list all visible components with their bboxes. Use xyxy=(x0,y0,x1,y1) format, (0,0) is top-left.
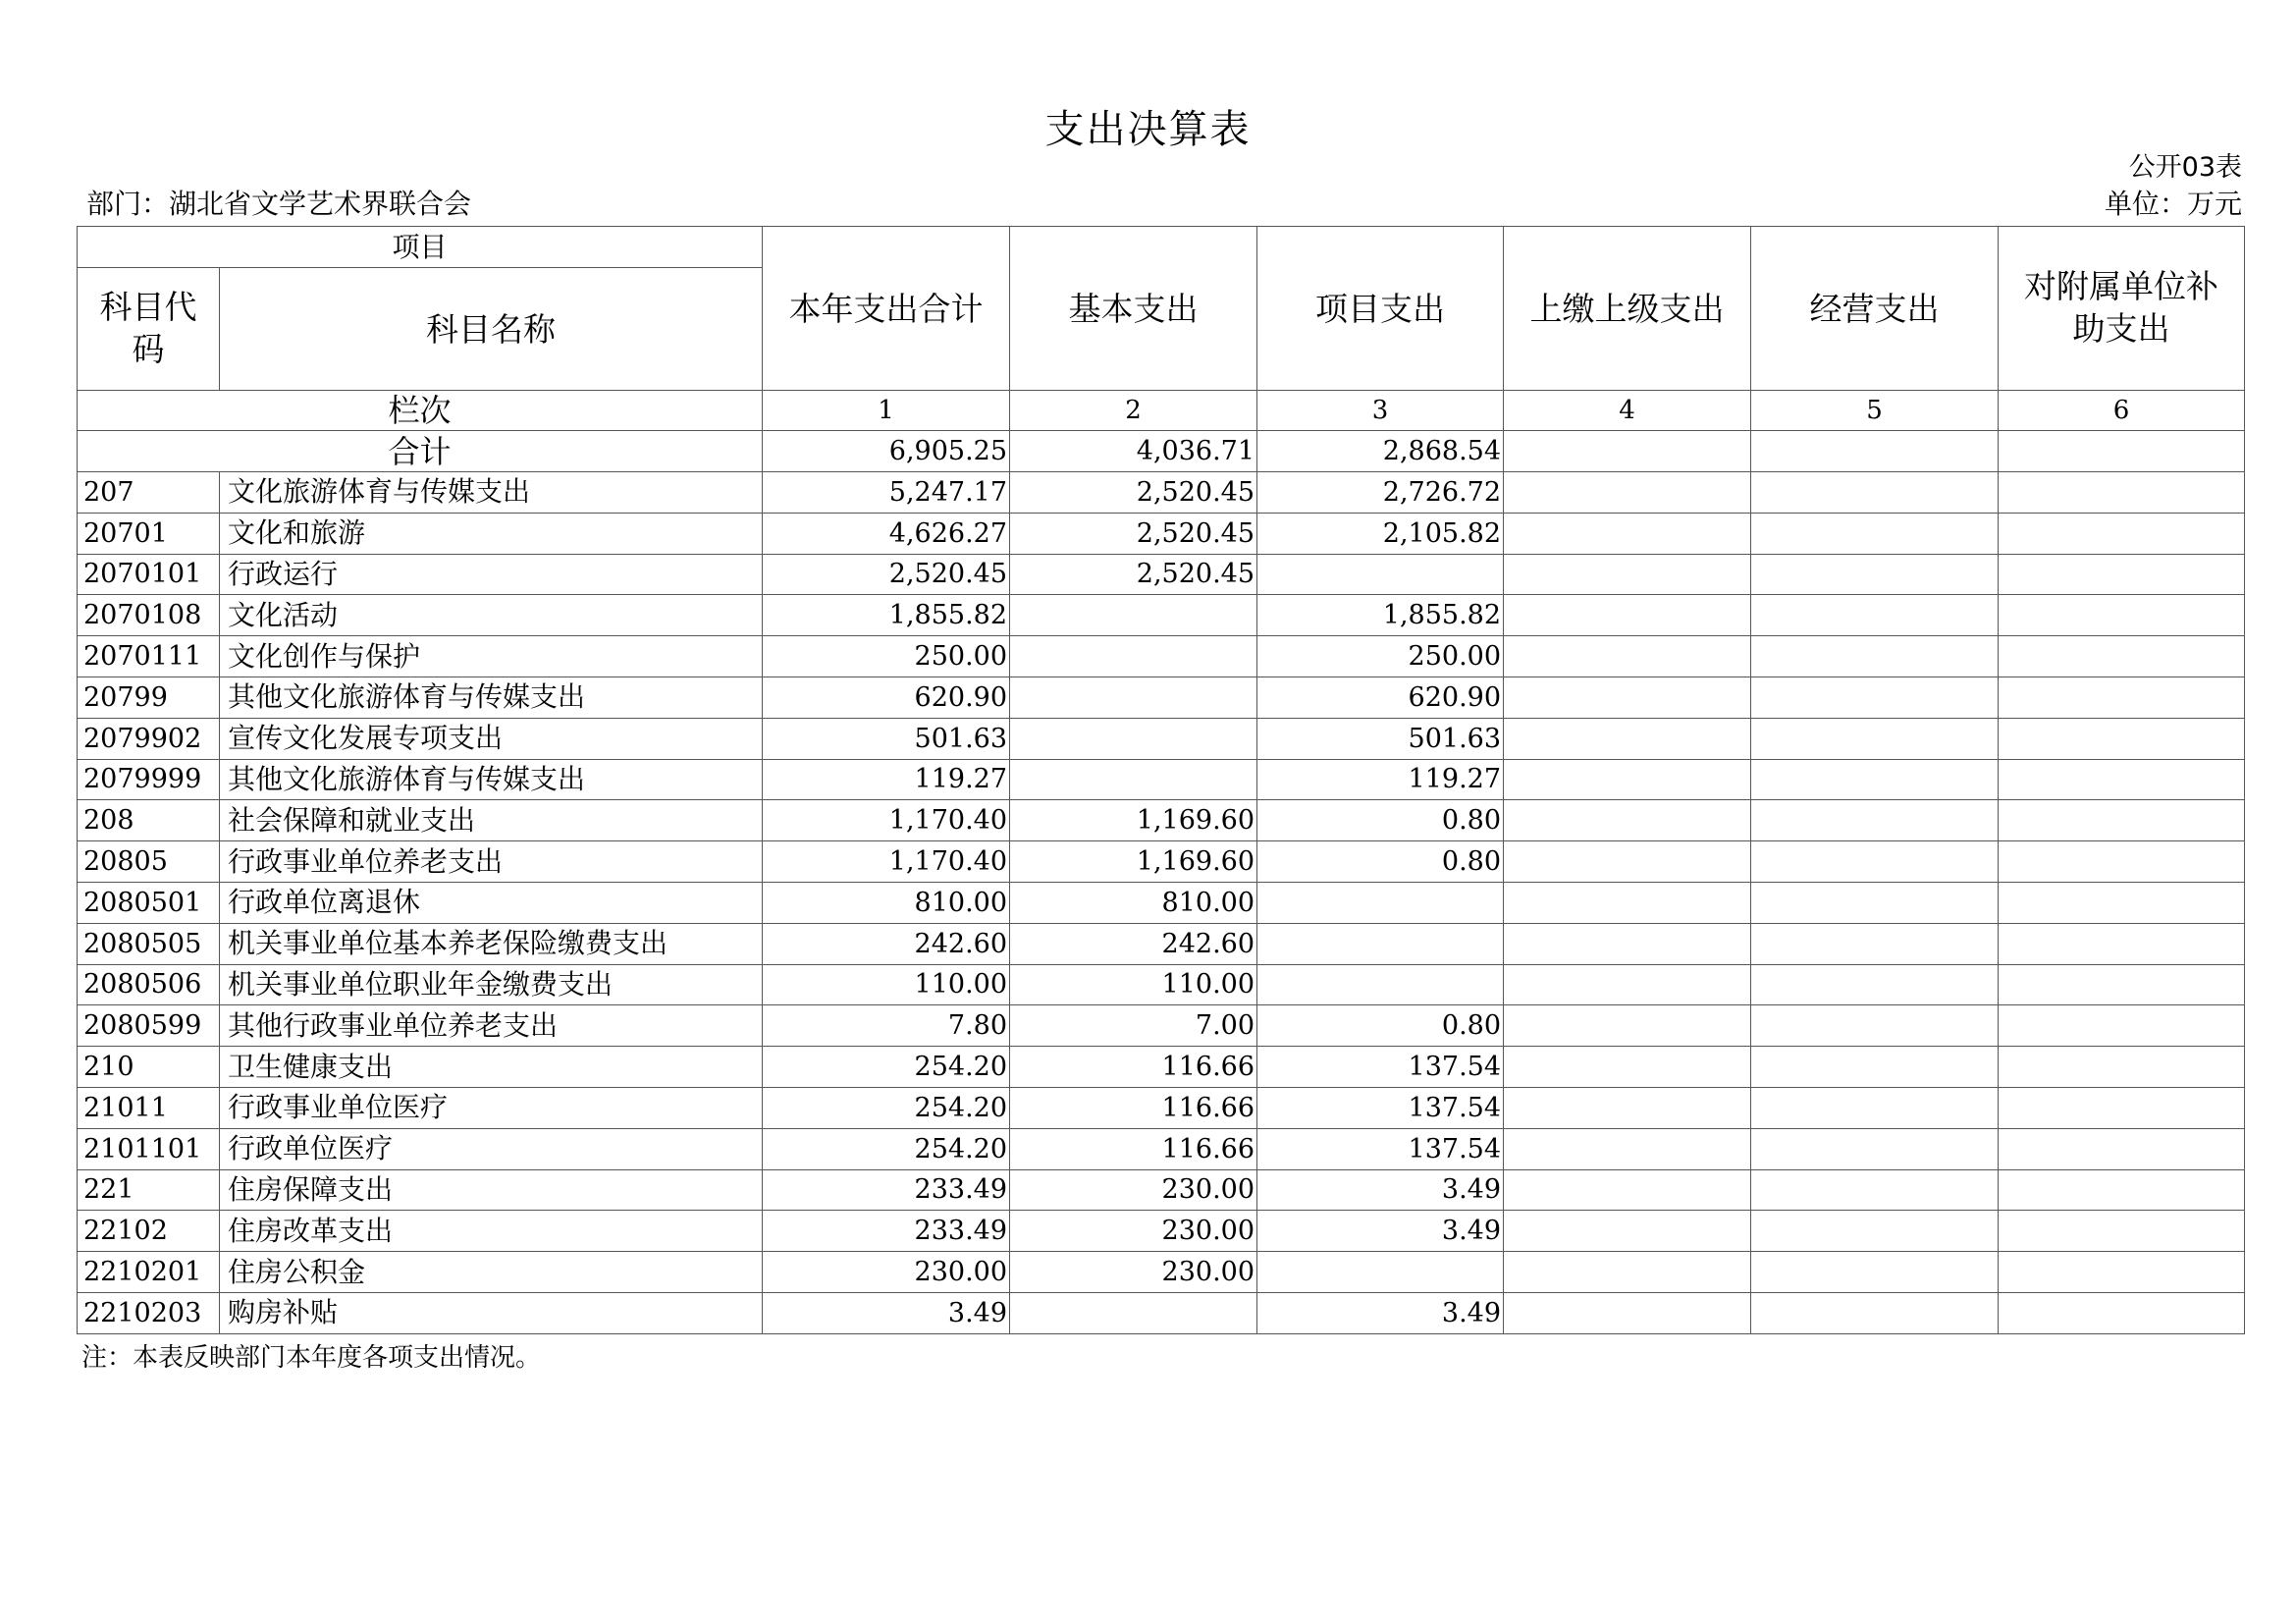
row-value xyxy=(1257,923,1504,964)
row-value xyxy=(1751,472,1999,514)
row-value: 137.54 xyxy=(1257,1047,1504,1088)
total-value: 6,905.25 xyxy=(763,431,1010,472)
header-col-1: 本年支出合计 xyxy=(763,227,1010,391)
row-value: 230.00 xyxy=(763,1252,1010,1293)
row-value xyxy=(1751,841,1999,883)
row-value: 116.66 xyxy=(1010,1128,1257,1169)
table-row xyxy=(78,1128,2245,1169)
department-label: 部门：湖北省文学艺术界联合会 xyxy=(86,188,472,220)
row-value xyxy=(1751,513,1999,554)
row-value: 1,855.82 xyxy=(763,595,1010,636)
row-value xyxy=(1257,554,1504,595)
row-value: 137.54 xyxy=(1257,1128,1504,1169)
total-value: 2,868.54 xyxy=(1257,431,1504,472)
table-row xyxy=(78,800,2245,841)
row-value xyxy=(1999,964,2245,1005)
row-value: 250.00 xyxy=(763,636,1010,677)
row-value xyxy=(1010,595,1257,636)
total-label: 合计 xyxy=(78,431,763,472)
row-code: 2070101 xyxy=(78,554,220,595)
header-code: 科目代码 xyxy=(78,268,220,391)
table-row xyxy=(78,759,2245,800)
row-value: 3.49 xyxy=(1257,1211,1504,1252)
row-value xyxy=(1504,923,1751,964)
col-number: 3 xyxy=(1257,391,1504,431)
row-value xyxy=(1504,1128,1751,1169)
total-value: 4,036.71 xyxy=(1010,431,1257,472)
row-code: 2079999 xyxy=(78,759,220,800)
row-value xyxy=(1999,595,2245,636)
row-value xyxy=(1504,1169,1751,1211)
row-value xyxy=(1999,841,2245,883)
row-value xyxy=(1504,718,1751,759)
row-value: 230.00 xyxy=(1010,1252,1257,1293)
header-col-3: 项目支出 xyxy=(1257,227,1504,391)
row-value xyxy=(1751,718,1999,759)
row-value xyxy=(1751,1292,1999,1333)
row-value xyxy=(1751,1128,1999,1169)
row-value: 230.00 xyxy=(1010,1211,1257,1252)
table-row xyxy=(78,1087,2245,1128)
row-value xyxy=(1751,882,1999,923)
expenditure-table xyxy=(77,226,2245,1334)
table-row xyxy=(78,595,2245,636)
row-value xyxy=(1257,1252,1504,1293)
row-value: 620.90 xyxy=(1257,677,1504,718)
row-value xyxy=(1504,1211,1751,1252)
row-value xyxy=(1504,1252,1751,1293)
row-value: 233.49 xyxy=(763,1211,1010,1252)
row-code: 2079902 xyxy=(78,718,220,759)
row-name: 行政单位医疗 xyxy=(220,1128,763,1169)
row-value xyxy=(1999,1047,2245,1088)
row-code: 221 xyxy=(78,1169,220,1211)
page-title: 支出决算表 xyxy=(1044,107,1252,152)
row-value xyxy=(1751,1169,1999,1211)
row-name: 宣传文化发展专项支出 xyxy=(220,718,763,759)
row-value xyxy=(1751,677,1999,718)
header-col-5: 经营支出 xyxy=(1751,227,1999,391)
total-value xyxy=(1751,431,1999,472)
table-row xyxy=(78,636,2245,677)
table-row xyxy=(78,1211,2245,1252)
row-value: 2,520.45 xyxy=(1010,554,1257,595)
row-name: 文化创作与保护 xyxy=(220,636,763,677)
row-code: 2080599 xyxy=(78,1005,220,1047)
row-name: 行政单位离退休 xyxy=(220,882,763,923)
row-value xyxy=(1999,472,2245,514)
row-name: 其他行政事业单位养老支出 xyxy=(220,1005,763,1047)
row-value: 7.00 xyxy=(1010,1005,1257,1047)
row-value: 254.20 xyxy=(763,1128,1010,1169)
row-value xyxy=(1751,964,1999,1005)
row-value xyxy=(1504,1292,1751,1333)
row-value: 3.49 xyxy=(1257,1169,1504,1211)
row-name: 住房改革支出 xyxy=(220,1211,763,1252)
table-row xyxy=(78,554,2245,595)
row-value xyxy=(1010,677,1257,718)
row-value: 2,520.45 xyxy=(1010,513,1257,554)
row-code: 210 xyxy=(78,1047,220,1088)
row-value xyxy=(1999,677,2245,718)
row-name: 文化活动 xyxy=(220,595,763,636)
row-value: 242.60 xyxy=(763,923,1010,964)
row-value: 254.20 xyxy=(763,1047,1010,1088)
row-name: 卫生健康支出 xyxy=(220,1047,763,1088)
row-value: 3.49 xyxy=(763,1292,1010,1333)
row-value: 1,169.60 xyxy=(1010,800,1257,841)
table-body xyxy=(78,472,2245,1334)
row-name: 机关事业单位职业年金缴费支出 xyxy=(220,964,763,1005)
table-row xyxy=(78,677,2245,718)
row-value xyxy=(1751,800,1999,841)
row-value xyxy=(1504,554,1751,595)
row-code: 2080501 xyxy=(78,882,220,923)
row-value xyxy=(1504,882,1751,923)
col-number: 6 xyxy=(1999,391,2245,431)
row-value xyxy=(1999,513,2245,554)
row-code: 2101101 xyxy=(78,1128,220,1169)
row-value: 110.00 xyxy=(1010,964,1257,1005)
row-value: 242.60 xyxy=(1010,923,1257,964)
unit-label: 单位：万元 xyxy=(2104,188,2242,220)
row-value xyxy=(1504,1005,1751,1047)
row-value xyxy=(1999,1005,2245,1047)
row-value: 0.80 xyxy=(1257,1005,1504,1047)
row-value xyxy=(1751,1047,1999,1088)
table-row xyxy=(78,1047,2245,1088)
row-value xyxy=(1999,1128,2245,1169)
row-value: 810.00 xyxy=(763,882,1010,923)
row-value: 230.00 xyxy=(1010,1169,1257,1211)
row-value xyxy=(1999,1087,2245,1128)
row-value: 254.20 xyxy=(763,1087,1010,1128)
row-value xyxy=(1504,841,1751,883)
form-number: 公开03表 xyxy=(2128,152,2242,183)
row-name: 行政事业单位养老支出 xyxy=(220,841,763,883)
row-name: 住房公积金 xyxy=(220,1252,763,1293)
row-value xyxy=(1751,1252,1999,1293)
row-name: 文化旅游体育与传媒支出 xyxy=(220,472,763,514)
total-value xyxy=(1999,431,2245,472)
row-value: 0.80 xyxy=(1257,800,1504,841)
row-value: 250.00 xyxy=(1257,636,1504,677)
row-value: 7.80 xyxy=(763,1005,1010,1047)
row-value xyxy=(1504,513,1751,554)
col-number: 2 xyxy=(1010,391,1257,431)
row-value xyxy=(1504,800,1751,841)
row-value: 110.00 xyxy=(763,964,1010,1005)
row-value: 119.27 xyxy=(763,759,1010,800)
col-number: 1 xyxy=(763,391,1010,431)
row-value: 1,855.82 xyxy=(1257,595,1504,636)
table-row xyxy=(78,964,2245,1005)
row-value xyxy=(1504,1087,1751,1128)
row-value: 1,170.40 xyxy=(763,841,1010,883)
row-name: 机关事业单位基本养老保险缴费支出 xyxy=(220,923,763,964)
row-value: 0.80 xyxy=(1257,841,1504,883)
row-value xyxy=(1751,1087,1999,1128)
header-name: 科目名称 xyxy=(220,268,763,391)
row-value xyxy=(1010,718,1257,759)
row-value xyxy=(1751,1211,1999,1252)
row-value xyxy=(1504,677,1751,718)
row-value xyxy=(1999,718,2245,759)
table-row xyxy=(78,718,2245,759)
table-row xyxy=(78,472,2245,514)
table-note: 注：本表反映部门本年度各项支出情况。 xyxy=(81,1343,542,1373)
row-name: 行政事业单位医疗 xyxy=(220,1087,763,1128)
header-project: 项目 xyxy=(78,227,763,268)
row-value xyxy=(1751,636,1999,677)
col-number: 5 xyxy=(1751,391,1999,431)
row-value: 116.66 xyxy=(1010,1047,1257,1088)
row-value xyxy=(1999,1292,2245,1333)
row-name: 其他文化旅游体育与传媒支出 xyxy=(220,677,763,718)
row-value xyxy=(1999,636,2245,677)
row-value xyxy=(1999,554,2245,595)
row-code: 2210201 xyxy=(78,1252,220,1293)
table-row xyxy=(78,1169,2245,1211)
row-value: 119.27 xyxy=(1257,759,1504,800)
row-code: 20701 xyxy=(78,513,220,554)
row-code: 2210203 xyxy=(78,1292,220,1333)
row-value: 1,170.40 xyxy=(763,800,1010,841)
row-value xyxy=(1751,759,1999,800)
header-col-2: 基本支出 xyxy=(1010,227,1257,391)
row-value: 4,626.27 xyxy=(763,513,1010,554)
row-value: 2,520.45 xyxy=(763,554,1010,595)
row-value xyxy=(1999,1252,2245,1293)
row-value xyxy=(1257,882,1504,923)
row-value xyxy=(1010,759,1257,800)
row-value xyxy=(1504,472,1751,514)
row-value xyxy=(1999,800,2245,841)
row-code: 20799 xyxy=(78,677,220,718)
row-code: 2080505 xyxy=(78,923,220,964)
row-value: 620.90 xyxy=(763,677,1010,718)
row-value xyxy=(1999,882,2245,923)
row-value xyxy=(1504,759,1751,800)
row-code: 2070108 xyxy=(78,595,220,636)
table-row xyxy=(78,882,2245,923)
header-col-4: 上缴上级支出 xyxy=(1504,227,1751,391)
row-value xyxy=(1999,759,2245,800)
row-code: 2070111 xyxy=(78,636,220,677)
row-value: 233.49 xyxy=(763,1169,1010,1211)
row-value: 2,105.82 xyxy=(1257,513,1504,554)
row-code: 207 xyxy=(78,472,220,514)
row-value: 137.54 xyxy=(1257,1087,1504,1128)
row-value: 2,726.72 xyxy=(1257,472,1504,514)
row-value xyxy=(1751,1005,1999,1047)
row-value xyxy=(1999,923,2245,964)
header-col-6: 对附属单位补助支出 xyxy=(1999,227,2245,391)
row-value xyxy=(1257,964,1504,1005)
row-code: 2080506 xyxy=(78,964,220,1005)
row-value xyxy=(1751,595,1999,636)
row-number-label: 栏次 xyxy=(78,391,763,431)
row-value xyxy=(1504,964,1751,1005)
row-value: 3.49 xyxy=(1257,1292,1504,1333)
row-value xyxy=(1504,1047,1751,1088)
table-row xyxy=(78,1252,2245,1293)
row-value xyxy=(1010,1292,1257,1333)
row-value: 5,247.17 xyxy=(763,472,1010,514)
row-name: 住房保障支出 xyxy=(220,1169,763,1211)
table-row xyxy=(78,923,2245,964)
row-code: 21011 xyxy=(78,1087,220,1128)
table-row xyxy=(78,1005,2245,1047)
row-value xyxy=(1504,595,1751,636)
table-row xyxy=(78,841,2245,883)
row-value: 2,520.45 xyxy=(1010,472,1257,514)
row-value: 501.63 xyxy=(763,718,1010,759)
row-value xyxy=(1751,554,1999,595)
row-code: 22102 xyxy=(78,1211,220,1252)
col-number: 4 xyxy=(1504,391,1751,431)
row-value xyxy=(1999,1211,2245,1252)
row-code: 20805 xyxy=(78,841,220,883)
row-value: 116.66 xyxy=(1010,1087,1257,1128)
row-value: 1,169.60 xyxy=(1010,841,1257,883)
table-row xyxy=(78,513,2245,554)
total-value xyxy=(1504,431,1751,472)
table-row xyxy=(78,1292,2245,1333)
row-name: 其他文化旅游体育与传媒支出 xyxy=(220,759,763,800)
row-code: 208 xyxy=(78,800,220,841)
row-value xyxy=(1010,636,1257,677)
row-value xyxy=(1999,1169,2245,1211)
row-name: 购房补贴 xyxy=(220,1292,763,1333)
row-value xyxy=(1504,636,1751,677)
row-value: 810.00 xyxy=(1010,882,1257,923)
row-value: 501.63 xyxy=(1257,718,1504,759)
row-value xyxy=(1751,923,1999,964)
row-name: 行政运行 xyxy=(220,554,763,595)
row-name: 文化和旅游 xyxy=(220,513,763,554)
row-name: 社会保障和就业支出 xyxy=(220,800,763,841)
